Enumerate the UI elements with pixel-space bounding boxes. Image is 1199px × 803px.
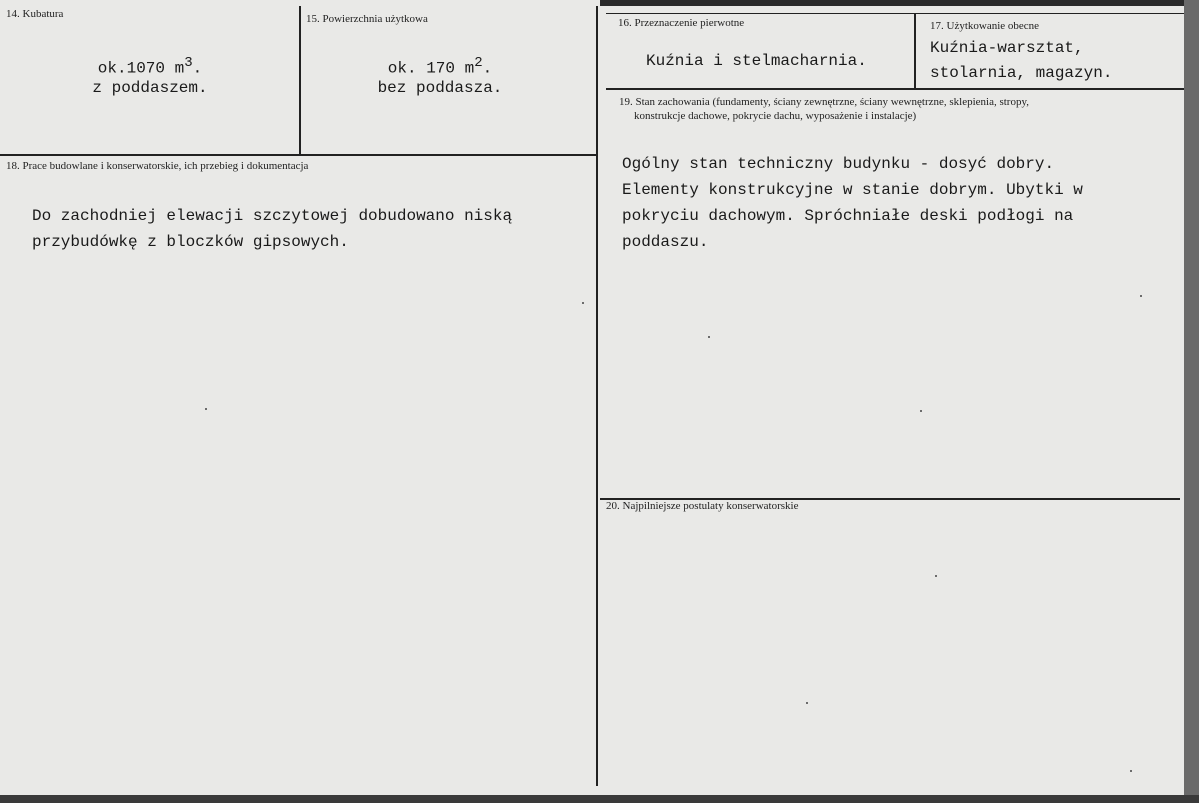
przeznaczenie-value: Kuźnia i stelmacharnia. [646,52,867,70]
uzytkowanie-label: 17. Użytkowanie obecne [930,20,1040,32]
divider-vertical-main [596,6,598,786]
powierzchnia-line1: ok. 170 m [387,59,475,78]
scan-right-edge [1184,0,1199,803]
stan-line2: Elementy konstrukcyjne w stanie dobrym. Ubytki w [622,181,1083,199]
scan-speck [1140,295,1142,297]
powierzchnia-line1-end: . [482,59,493,78]
divider-horizontal-17-19 [606,88,1184,90]
kubatura-line2: z poddaszem. [92,79,208,98]
scan-speck [1130,770,1132,772]
scan-top-edge [600,0,1199,6]
kubatura-line1: ok.1070 m [97,59,185,78]
divider-vertical-14-15 [299,6,301,154]
powierzchnia-line2: bez poddasza. [377,79,503,98]
stan-label-line1: 19. Stan zachowania (fundamenty, ściany zewnętrzne, ściany wewnętrzne, sklepienia, stropy, [619,96,1030,108]
stan-value [622,151,1083,255]
stan-line3: pokryciu dachowym. Spróchniałe deski podłogi na [622,207,1074,225]
scan-bottom-edge [0,795,1199,803]
powierzchnia-superscript: 2 [474,55,483,71]
stan-label-line2: konstrukcje dachowe, pokrycie dachu, wyposażenie i instalacje) [634,110,917,122]
kubatura-label: 14. Kubatura [6,8,64,20]
prace-label: 18. Prace budowlane i konserwatorskie, ich przebieg i dokumentacja [6,160,309,172]
scan-speck [582,302,584,304]
prace-value [32,203,512,255]
scan-speck [205,408,207,410]
divider-vertical-16-17 [914,13,916,89]
prace-line2: przybudówkę z bloczków gipsowych. [32,233,349,251]
stan-line1: Ogólny stan techniczny budynku - dosyć dobry. [622,155,1055,173]
postulaty-label: 20. Najpilniejsze postulaty konserwatorskie [606,500,799,512]
prace-line1: Do zachodniej elewacji szczytowej dobudowano niską [32,207,513,225]
uzytkowanie-line2: stolarnia, magazyn. [930,64,1113,82]
uzytkowanie-line1: Kuźnia-warsztat, [930,39,1084,57]
scan-speck [920,410,922,412]
scan-speck [708,336,710,338]
kubatura-superscript: 3 [184,55,193,71]
powierzchnia-value [330,50,550,98]
divider-horizontal-left [0,154,598,156]
stan-line4: poddaszu. [622,233,709,251]
kubatura-line1-end: . [192,59,203,78]
powierzchnia-label: 15. Powierzchnia użytkowa [306,13,428,25]
scan-speck [935,575,937,577]
divider-top-right [606,13,1184,14]
kubatura-value [40,50,260,98]
przeznaczenie-label: 16. Przeznaczenie pierwotne [618,17,745,29]
scan-speck [806,702,808,704]
